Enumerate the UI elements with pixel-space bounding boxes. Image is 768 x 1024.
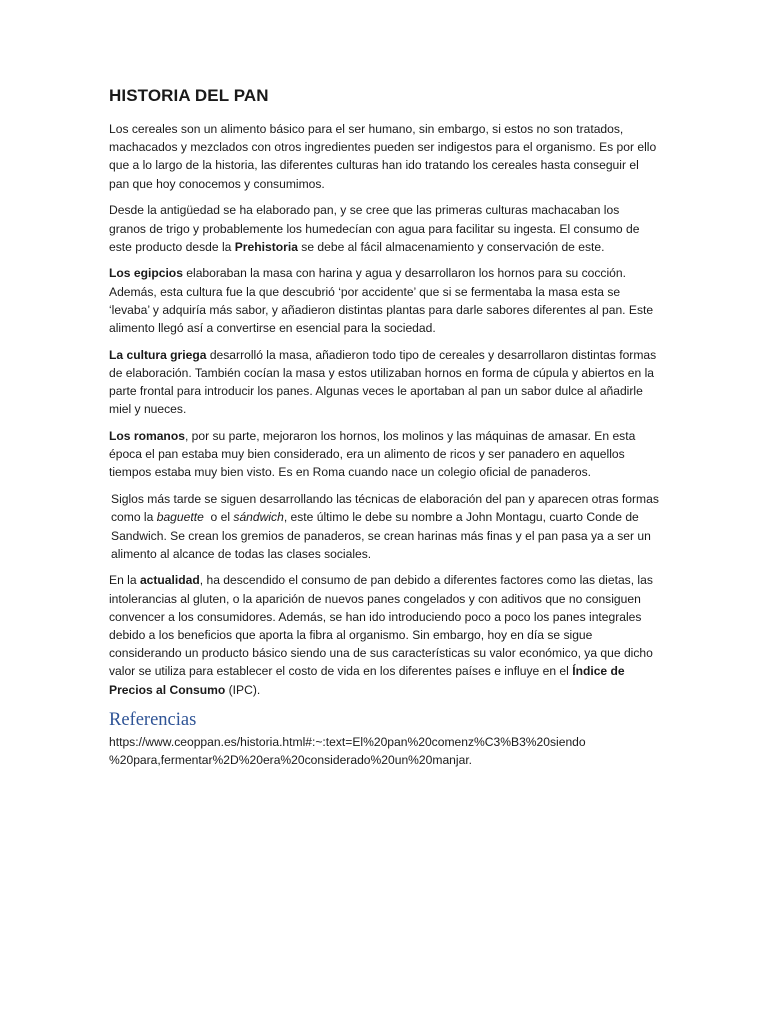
paragraph-greek — [109, 346, 659, 419]
paragraph-current-day — [109, 571, 659, 698]
cultura-griega-term: La cultura griega — [109, 347, 207, 362]
paragraph-greek-text: desarrolló la masa, añadieron todo tipo de cereales y desarrollaron distintas formas de elaboración. También cocían la masa y estos utilizaban hornos en forma de cúpula y abiertos en la parte frontal para introducir los panes. Algunas veces le aportaban al pan un sabor dulce al añadirle miel y nueces. — [109, 347, 657, 417]
paragraph-current-text-2: , ha descendido el consumo de pan debido a diferentes factores como las dietas, las intolerancias al gluten, o la aparición de nuevos panes congelados y con aditivos que no consiguen convencer a los consumidores. Además, se han ido introduciendo poco a poco los panes integrales debido a los beneficios que aporta la fibra al organismo. Sin embargo, hoy en día se sigue considerando un producto básico siendo una de sus características su valor económico, ya que dicho valor se utiliza para establecer el costo de vida en los diferentes países e influye en el — [109, 573, 653, 679]
paragraph-current-text-1: En la — [109, 573, 140, 588]
reference-url-line-1[interactable]: https://www.ceoppan.es/historia.html#:~:text=El%20pan%20comenz%C3%B3%20siendo — [109, 734, 586, 749]
prehistoria-term: Prehistoria — [234, 239, 298, 254]
paragraph-antiquity — [109, 201, 659, 256]
sandwich-term: sándwich — [233, 510, 284, 525]
paragraph-current-text-3: (IPC). — [225, 682, 261, 697]
paragraph-centuries-text-2: o el — [203, 510, 234, 525]
paragraph-egyptians-text: elaboraban la masa con harina y agua y desarrollaron los hornos para su cocción. Además, esta cultura fue la que descubrió ‘por accidente’ que si se fermentaba la masa esta se ‘levaba’ y adquiría más sabor, y añadieron distintas plantas para darle sabores diferentes al pan. Este alimento llegó así a convertirse en esencial para la sociedad. — [109, 266, 654, 336]
paragraph-antiquity-text-end: se debe al fácil almacenamiento y conservación de este. — [297, 239, 605, 254]
document-title: HISTORIA DEL PAN — [109, 86, 269, 105]
paragraph-centuries-text-1: Siglos más tarde se siguen desarrollando las técnicas de elaboración del pan y aparecen otras formas como la — [111, 492, 659, 525]
paragraph-cereals: Los cereales son un alimento básico para el ser humano, sin embargo, si estos no son tratados, machacados y mezclados con otros ingredientes pueden ser indigestos para el organismo. Es por ello que a lo largo de la historia, las diferentes culturas han ido tratando los cereales hasta conseguir el pan que hoy conocemos y consumimos. — [109, 122, 657, 191]
reference-url[interactable] — [109, 733, 659, 769]
paragraph-centuries-later — [109, 490, 659, 563]
paragraph-romans-text: , por su parte, mejoraron los hornos, los molinos y las máquinas de amasar. En esta época el pan estaba muy bien considerado, era un alimento de ricos y ser panadero en aquellos tiempos estaba muy bien visto. Es en Roma cuando nace un colegio oficial de panaderos. — [109, 429, 636, 480]
paragraph-romans — [109, 427, 659, 482]
paragraph-antiquity-text: Desde la antigüedad se ha elaborado pan, y se cree que las primeras culturas machacaban los granos de trigo y probablemente los humedecían con agua para facilitar su ingesta. El consumo de este producto desde la — [109, 203, 640, 254]
references-heading: Referencias — [109, 709, 197, 730]
reference-url-line-2[interactable]: %20para,fermentar%2D%20era%20considerado%20un%20manjar. — [109, 753, 473, 768]
paragraph-egyptians — [109, 264, 659, 337]
paragraph-centuries-text-3: , este último le debe su nombre a John Montagu, cuarto Conde de Sandwich. Se crean los gremios de panaderos, se crean harinas más finas y el pan pasa ya a ser un alimento al alcance de todas las clases sociales. — [111, 510, 651, 561]
baguette-term: baguette — [156, 510, 204, 525]
romanos-term: Los romanos — [109, 429, 185, 444]
egipcios-term: Los egipcios — [109, 266, 183, 281]
actualidad-term: actualidad — [139, 573, 200, 588]
ipc-term: Índice de Precios al Consumo — [109, 664, 625, 697]
document-page — [109, 86, 659, 769]
